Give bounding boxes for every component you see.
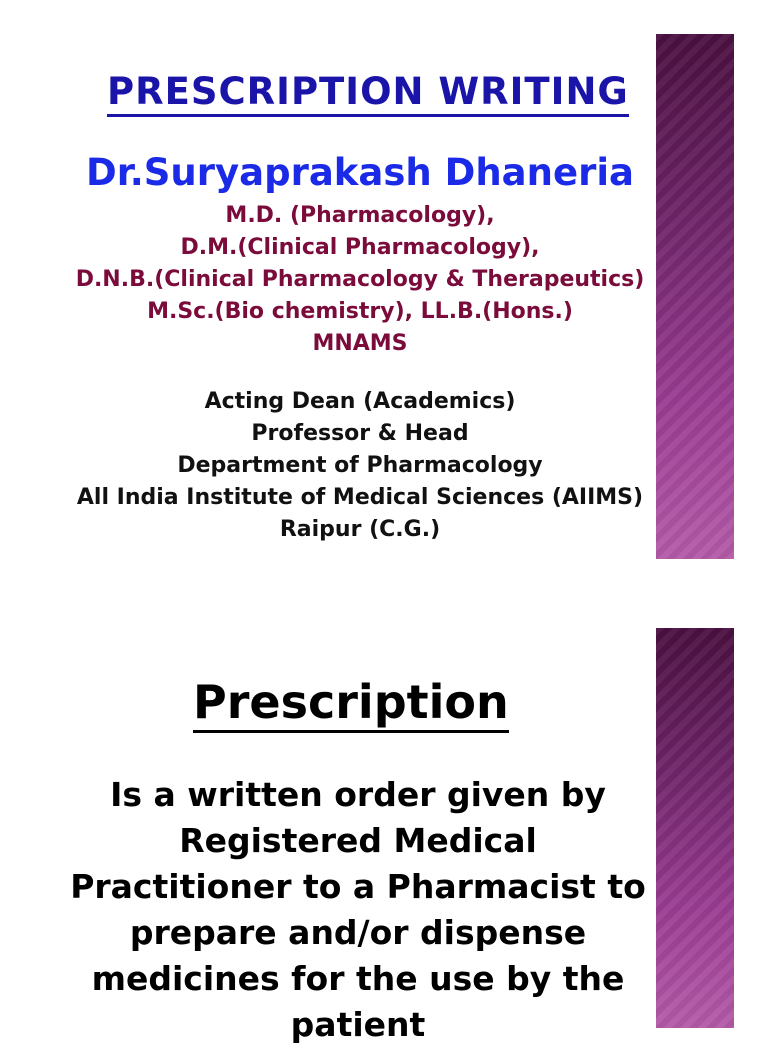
slide-prescription: [0, 592, 768, 1044]
affiliation-line: All India Institute of Medical Sciences (AIIMS): [76, 485, 644, 510]
qualification-line: M.Sc.(Bio chemistry), LL.B.(Hons.): [147, 299, 573, 324]
qualification-line: D.M.(Clinical Pharmacology),: [180, 235, 540, 260]
definition-line: Practitioner to a Pharmacist to: [70, 867, 646, 906]
slide-heading: Prescription: [193, 674, 509, 733]
qualification-line: MNAMS: [312, 331, 408, 356]
definition-text: [0, 772, 716, 1048]
qualification-line: M.D. (Pharmacology),: [225, 203, 495, 228]
definition-line: patient: [290, 1005, 426, 1044]
affiliation-line: Department of Pharmacology: [177, 453, 543, 478]
definition-line: Registered Medical: [179, 821, 537, 860]
slide-title-heading: PRESCRIPTION WRITING: [107, 70, 629, 117]
author-name: Dr.Suryaprakash Dhaneria: [86, 151, 634, 194]
affiliation-line: Acting Dean (Academics): [204, 389, 516, 414]
definition-line: Is a written order given by: [110, 775, 606, 814]
affiliation-line: Raipur (C.G.): [279, 517, 441, 542]
qualifications: [0, 200, 720, 360]
definition-line: prepare and/or dispense: [129, 913, 587, 952]
definition-line: medicines for the use by the: [91, 959, 625, 998]
qualification-line: D.N.B.(Clinical Pharmacology & Therapeutics): [75, 267, 645, 292]
affiliation: [0, 386, 720, 546]
affiliation-line: Professor & Head: [251, 421, 469, 446]
